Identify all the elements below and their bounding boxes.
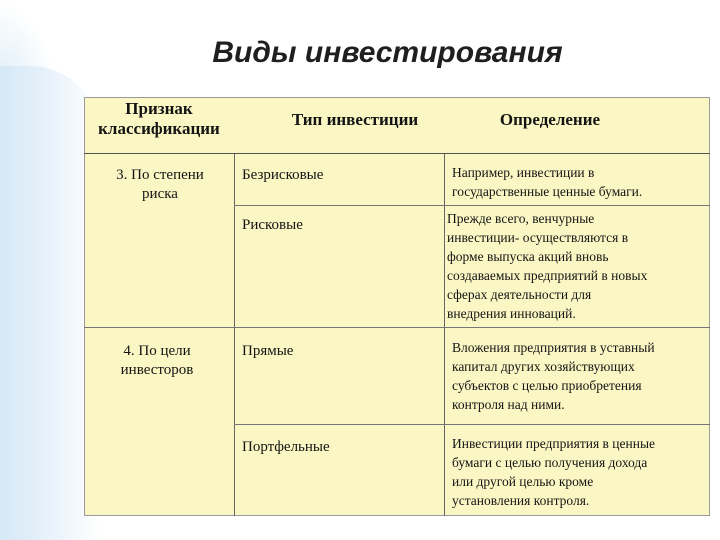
definition-line: Вложения предприятия в уставный (452, 340, 655, 355)
header-divider (84, 153, 710, 154)
definition-cell (452, 434, 707, 510)
slide-title: Виды инвестирования (212, 36, 563, 69)
definition-line: Например, инвестиции в (452, 165, 595, 180)
definition-cell (452, 163, 707, 201)
criterion-line: инвесторов (120, 362, 194, 378)
definition-line: сферах деятельности для (447, 287, 592, 302)
definition-line: субъектов с целью приобретения (452, 378, 642, 393)
header-criterion-line: классификации (98, 119, 220, 138)
definition-line: или другой целью кроме (452, 474, 594, 489)
definition-line: создаваемых предприятий в новых (447, 268, 648, 283)
header-type: Тип инвестиции (291, 110, 419, 129)
definition-line: форме выпуска акций вновь (447, 249, 609, 264)
criterion-line: 4. По цели (123, 343, 191, 359)
type-cell: Рисковые (242, 217, 303, 233)
definition-line: Инвестиции предприятия в ценные (452, 436, 656, 451)
header-definition: Определение (499, 110, 601, 129)
type-cell: Прямые (242, 343, 294, 359)
criterion-line: 3. По степени (116, 167, 204, 183)
definition-line: капитал других хозяйствующих (452, 359, 635, 374)
definition-line: контроля над ними. (452, 397, 565, 412)
column-divider (234, 153, 235, 516)
header-criterion-line: Признак (125, 99, 193, 118)
column-divider (444, 153, 445, 516)
definition-cell (452, 338, 707, 414)
header-criterion (84, 99, 234, 139)
definition-line: бумаги с целью получения дохода (452, 455, 648, 470)
definition-line: государственные ценные бумаги. (452, 184, 643, 199)
definition-line: Прежде всего, венчурные (447, 211, 595, 226)
definition-cell (447, 209, 707, 323)
definition-line: установления контроля. (452, 493, 590, 508)
definition-line: внедрения инноваций. (447, 306, 576, 321)
criterion-cell (92, 342, 222, 380)
row-divider (234, 424, 710, 425)
criterion-cell (90, 166, 230, 204)
definition-line: инвестиции- осуществляются в (447, 230, 629, 245)
type-cell: Безрисковые (242, 167, 324, 183)
type-cell: Портфельные (242, 439, 330, 455)
row-divider (234, 205, 710, 206)
row-divider (84, 327, 710, 328)
criterion-line: риска (142, 186, 178, 202)
